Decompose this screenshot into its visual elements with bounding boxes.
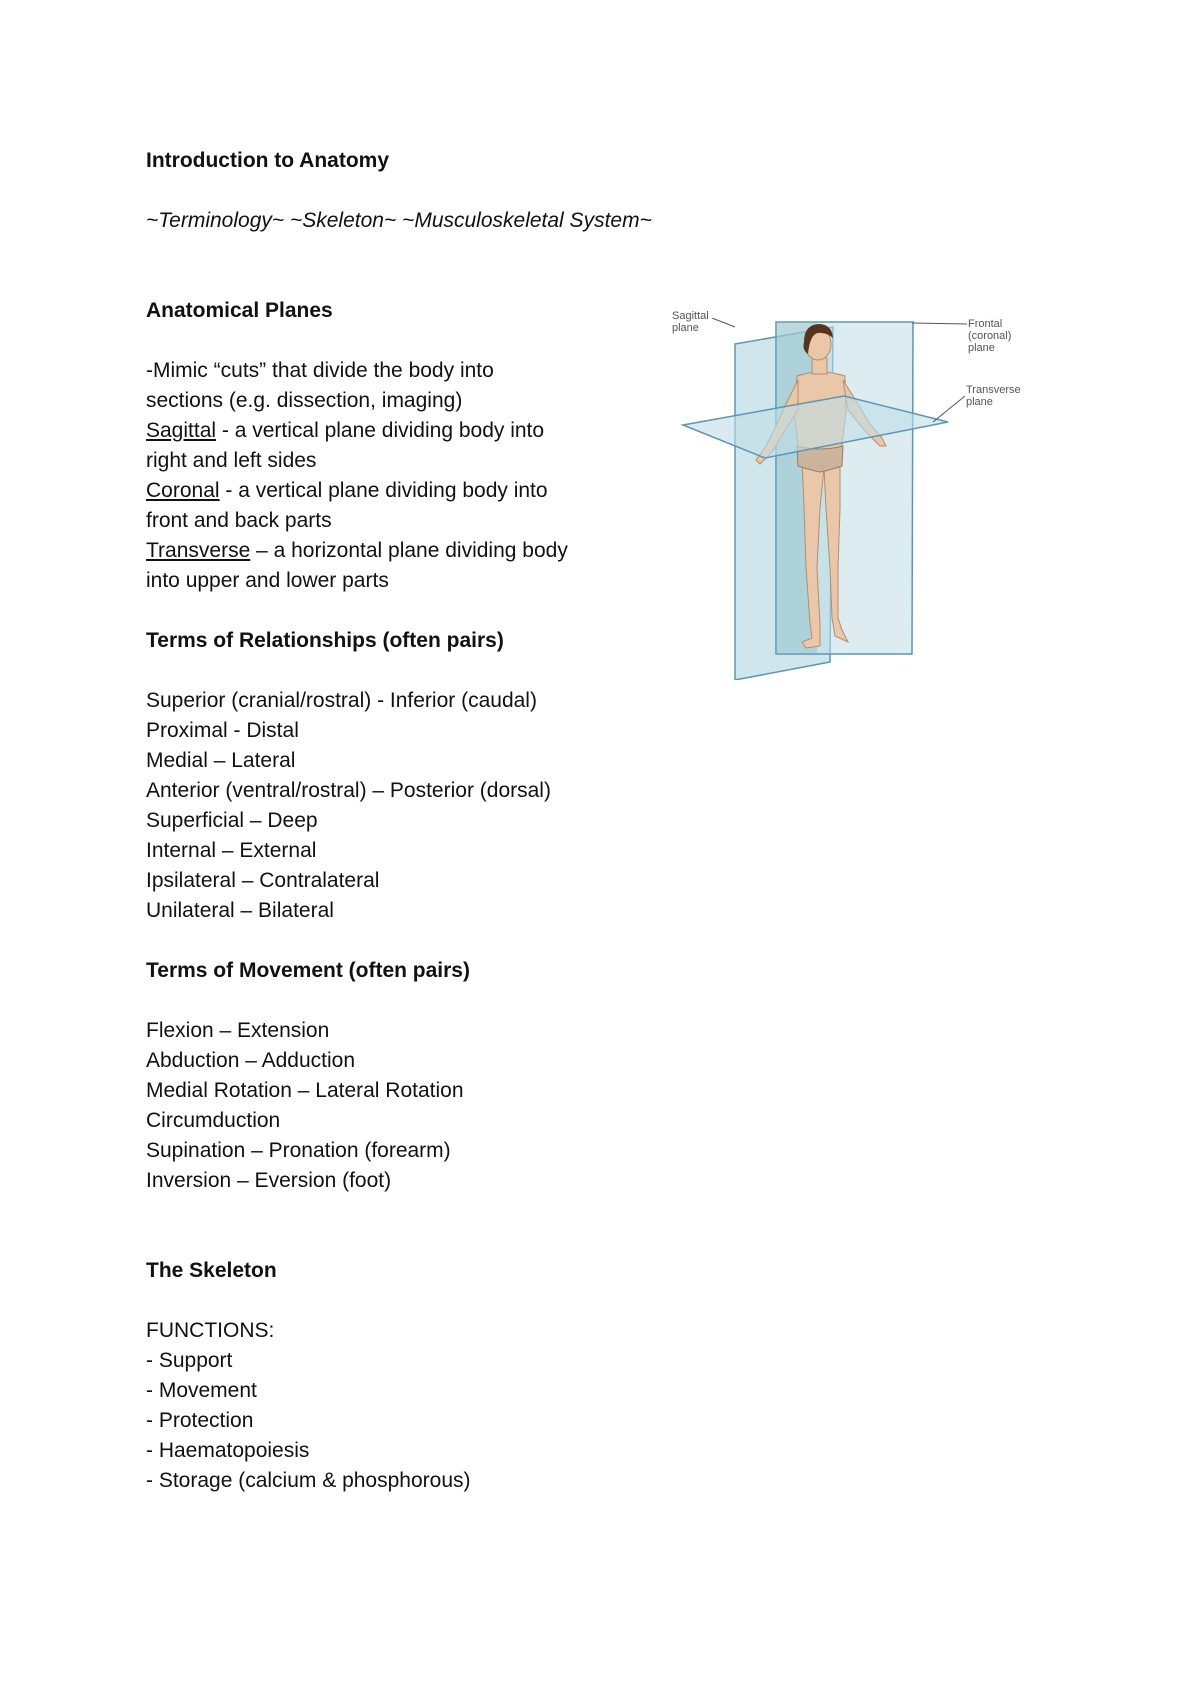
- sagittal-definition-line-1: [146, 416, 646, 446]
- planes-intro-line-1: -Mimic “cuts” that divide the body into: [146, 359, 494, 382]
- coronal-term: Coronal: [146, 479, 220, 502]
- transverse-definition-line-1: [146, 536, 646, 566]
- coronal-definition-line-1: [146, 476, 646, 506]
- frontal-label-line-2: (coronal): [968, 330, 1012, 342]
- coronal-definition-line-2: front and back parts: [146, 509, 332, 532]
- relationships-heading: Terms of Relationships (often pairs): [146, 629, 504, 652]
- list-item: Medial – Lateral: [146, 749, 296, 772]
- list-item: Proximal - Distal: [146, 719, 299, 742]
- text-column: [146, 146, 652, 1496]
- anatomical-planes-illustration: [680, 318, 1030, 680]
- transverse-leader-line: [933, 396, 965, 422]
- list-item: Ipsilateral – Contralateral: [146, 869, 380, 892]
- anatomical-planes-figure: [672, 310, 1030, 680]
- functions-label: FUNCTIONS:: [146, 1319, 275, 1342]
- sagittal-plane-label: [672, 310, 709, 334]
- frontal-label-line-1: Frontal: [968, 318, 1003, 330]
- functions-list: [146, 1346, 646, 1496]
- skeleton-heading: The Skeleton: [146, 1259, 277, 1282]
- document-subtitle: ~Terminology~ ~Skeleton~ ~Musculoskeletal System~: [146, 209, 652, 232]
- list-item: Supination – Pronation (forearm): [146, 1139, 451, 1162]
- list-item: - Movement: [146, 1379, 257, 1402]
- movement-list: [146, 1016, 646, 1196]
- list-item: Superficial – Deep: [146, 809, 318, 832]
- movement-heading: Terms of Movement (often pairs): [146, 959, 470, 982]
- transverse-definition: – a horizontal plane dividing body: [250, 539, 568, 562]
- transverse-definition-line-2: into upper and lower parts: [146, 569, 389, 592]
- transverse-label-line-2: plane: [966, 396, 993, 408]
- list-item: - Storage (calcium & phosphorous): [146, 1469, 471, 1492]
- list-item: Superior (cranial/rostral) - Inferior (caudal): [146, 689, 537, 712]
- planes-intro-line-2: sections (e.g. dissection, imaging): [146, 389, 463, 412]
- sagittal-definition: - a vertical plane dividing body into: [216, 419, 545, 442]
- sagittal-label-line-1: Sagittal: [672, 310, 709, 322]
- list-item: Unilateral – Bilateral: [146, 899, 334, 922]
- coronal-definition: - a vertical plane dividing body into: [219, 479, 548, 502]
- relationships-list: [146, 686, 646, 926]
- transverse-label-line-1: Transverse: [966, 384, 1021, 396]
- list-item: - Support: [146, 1349, 233, 1372]
- document-title: Introduction to Anatomy: [146, 149, 390, 172]
- list-item: - Protection: [146, 1409, 254, 1432]
- transverse-term: Transverse: [146, 539, 251, 562]
- sagittal-leader-line: [712, 318, 735, 327]
- transverse-plane-label: [966, 384, 1021, 408]
- list-item: Medial Rotation – Lateral Rotation: [146, 1079, 464, 1102]
- list-item: Abduction – Adduction: [146, 1049, 355, 1072]
- frontal-plane-label: [968, 318, 1011, 354]
- list-item: Anterior (ventral/rostral) – Posterior (dorsal): [146, 779, 551, 802]
- sagittal-label-line-2: plane: [672, 322, 699, 334]
- list-item: - Haematopoiesis: [146, 1439, 310, 1462]
- sagittal-term: Sagittal: [146, 419, 217, 442]
- frontal-leader-line: [912, 323, 967, 324]
- list-item: Inversion – Eversion (foot): [146, 1169, 392, 1192]
- sagittal-definition-line-2: right and left sides: [146, 449, 317, 472]
- list-item: Flexion – Extension: [146, 1019, 330, 1042]
- list-item: Internal – External: [146, 839, 317, 862]
- list-item: Circumduction: [146, 1109, 281, 1132]
- planes-heading: Anatomical Planes: [146, 299, 333, 322]
- frontal-label-line-3: plane: [968, 342, 995, 354]
